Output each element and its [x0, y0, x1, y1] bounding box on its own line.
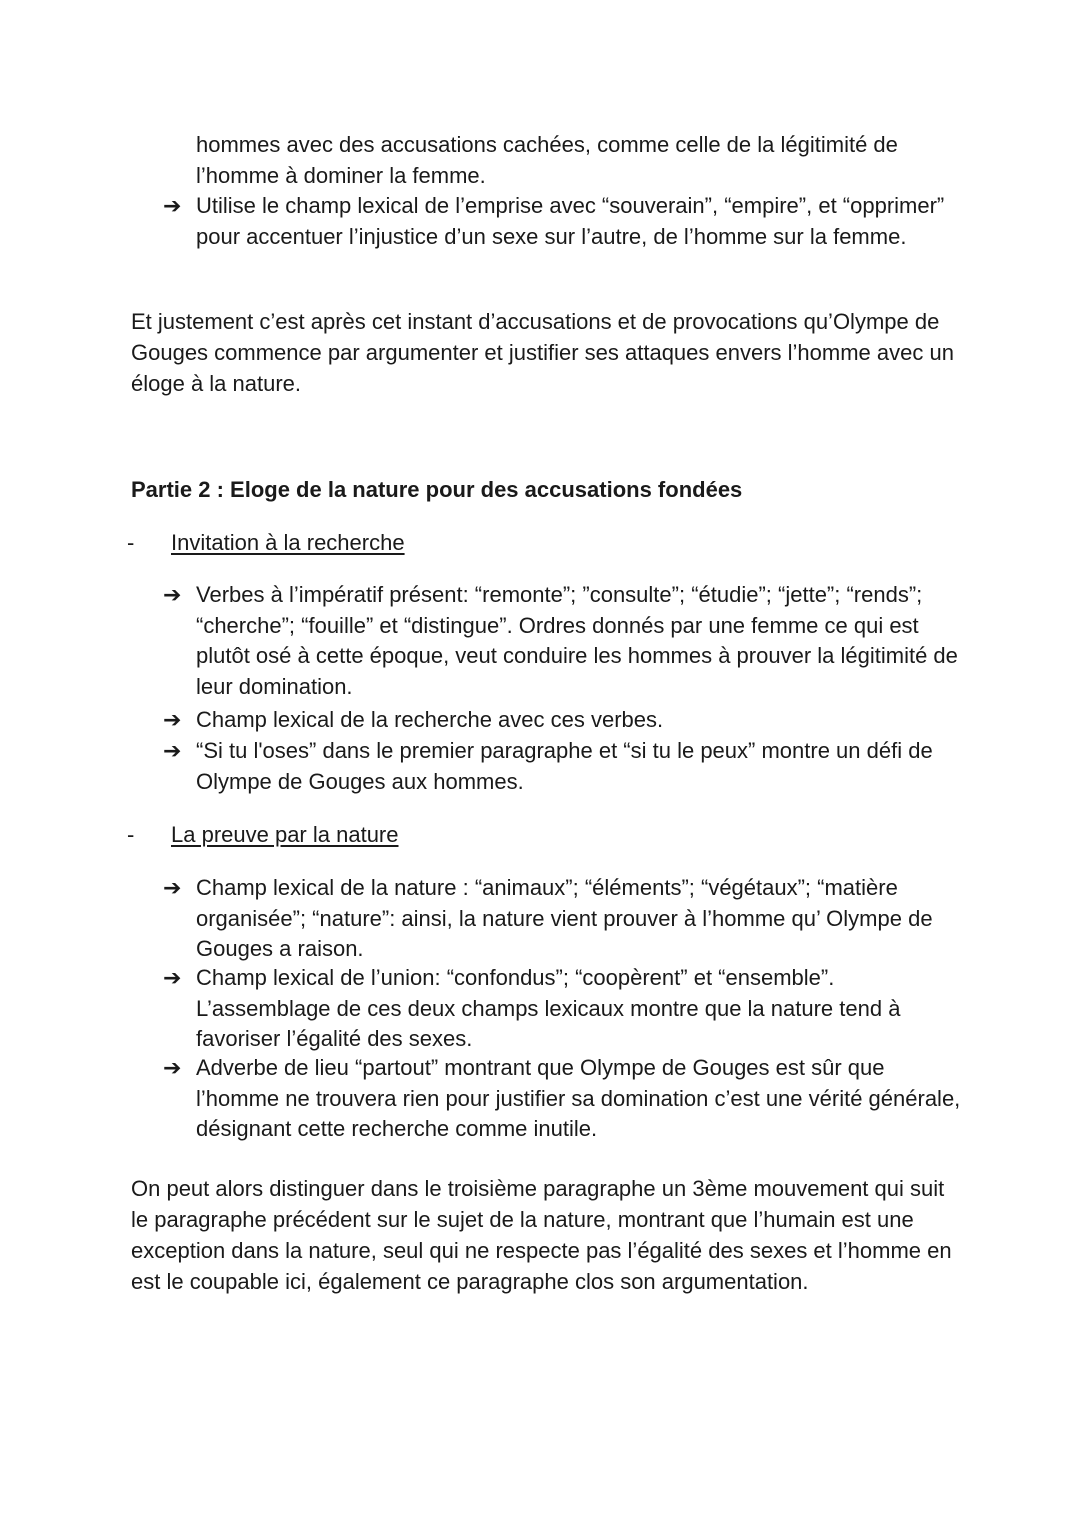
arrow-icon: ➔ [163, 965, 182, 990]
bullet-partout [163, 1053, 963, 1145]
bullet-defi [163, 736, 963, 797]
subsection-title: La preuve par la nature [171, 822, 399, 847]
arrow-icon: ➔ [163, 193, 182, 218]
bullet-emprise [163, 191, 963, 252]
bullet-text: Champ lexical de la recherche avec ces verbes. [196, 707, 664, 732]
bullet-text: Verbes à l’impératif présent: “remonte”; ”consulte”; “étudie”; “jette”; “rends”; “cherche”; “fouille” et “distingue”. Ordres donnés par une femme ce qui est plutôt osé à cette époque, veut conduire les hommes à prouver la légitimité de leur domination. [196, 582, 958, 699]
bullet-text: Champ lexical de l’union: “confondus”; “coopèrent” et “ensemble”. L’assemblage de ces deux champs lexicaux montre que la nature tend à favoriser l’égalité des sexes. [196, 965, 901, 1051]
dash-marker: - [127, 822, 135, 847]
bullet-recherche [163, 705, 963, 736]
arrow-icon: ➔ [163, 1055, 182, 1080]
arrow-icon: ➔ [163, 582, 182, 607]
transition-paragraph-2: On peut alors distinguer dans le troisième paragraphe un 3ème mouvement qui suit le paragraphe précédent sur le sujet de la nature, montrant que l’humain est une exception dans la nature, seul qui ne respecte pas l’égalité des sexes et l’homme en est le coupable ici, également ce paragraphe clos son argumentation. [131, 1176, 952, 1294]
bullet-nature [163, 873, 963, 965]
dash-marker: - [127, 530, 135, 555]
arrow-icon: ➔ [163, 875, 182, 900]
bullet-union [163, 963, 963, 1055]
part2-heading: Partie 2 : Eloge de la nature pour des accusations fondées [131, 477, 743, 502]
bullet-continuation: hommes avec des accusations cachées, comme celle de la légitimité de l’homme à dominer la femme. [196, 132, 898, 188]
arrow-icon: ➔ [163, 738, 182, 763]
bullet-text: “Si tu l'oses” dans le premier paragraphe et “si tu le peux” montre un défi de Olympe de Gouges aux hommes. [196, 738, 933, 794]
subsection-title: Invitation à la recherche [171, 530, 405, 555]
bullet-text: Champ lexical de la nature : “animaux”; “éléments”; “végétaux”; “matière organisée”; “nature”: ainsi, la nature vient prouver à l’homme qu’ Olympe de Gouges a raison. [196, 875, 933, 961]
bullet-text: Utilise le champ lexical de l’emprise avec “souverain”, “empire”, et “opprimer” pour accentuer l’injustice d’un sexe sur l’autre, de l’homme sur la femme. [196, 193, 945, 249]
transition-paragraph-1: Et justement c’est après cet instant d’accusations et de provocations qu’Olympe de Gouges commence par argumenter et justifier ses attaques envers l’homme avec un éloge à la nature. [131, 309, 954, 396]
bullet-imperatif [163, 580, 963, 702]
arrow-icon: ➔ [163, 707, 182, 732]
bullet-text: Adverbe de lieu “partout” montrant que Olympe de Gouges est sûr que l’homme ne trouvera rien pour justifier sa domination c’est une vérité générale, désignant cette recherche comme inutile. [196, 1055, 961, 1141]
